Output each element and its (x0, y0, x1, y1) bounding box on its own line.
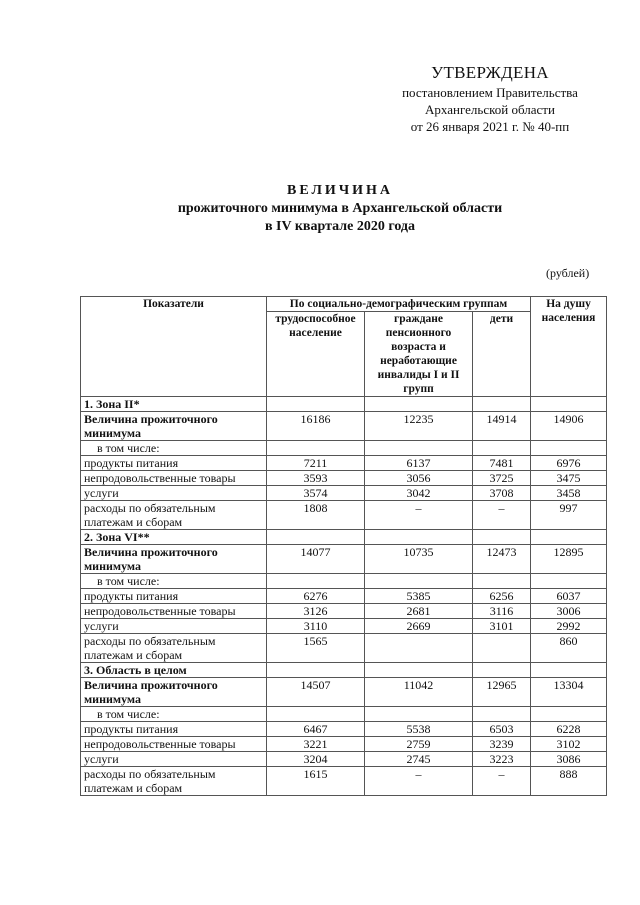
row-value: 1565 (267, 634, 365, 663)
including-label: в том числе: (81, 707, 267, 722)
total-value: 13304 (531, 678, 607, 707)
table-row (81, 604, 607, 619)
row-value: – (365, 767, 473, 796)
approval-line-1: постановлением Правительства (402, 85, 578, 100)
including-label: в том числе: (81, 441, 267, 456)
table-row (81, 501, 607, 530)
row-label: непродовольственные товары (81, 604, 267, 619)
row-value: 3042 (365, 486, 473, 501)
row-value: 3475 (531, 471, 607, 486)
table-row (81, 471, 607, 486)
section-title-row (81, 397, 607, 412)
empty-cell (267, 530, 365, 545)
empty-cell (365, 663, 473, 678)
total-value: 14507 (267, 678, 365, 707)
table-row (81, 486, 607, 501)
row-value: 3116 (473, 604, 531, 619)
title-line-1: ВЕЛИЧИНА (287, 183, 393, 198)
row-value: 3223 (473, 752, 531, 767)
subsistence-minimum-table (80, 296, 607, 796)
empty-cell (531, 397, 607, 412)
empty-cell (531, 574, 607, 589)
empty-cell (473, 574, 531, 589)
row-label: расходы по обязательным платежам и сборам (81, 501, 267, 530)
empty-cell (267, 397, 365, 412)
empty-cell (473, 530, 531, 545)
total-label: Величина прожиточного минимума (81, 678, 267, 707)
document-title (100, 182, 580, 236)
row-value (473, 634, 531, 663)
empty-cell (531, 530, 607, 545)
including-row (81, 707, 607, 722)
table-row (81, 737, 607, 752)
table-row (81, 767, 607, 796)
row-value: 6276 (267, 589, 365, 604)
total-value: 12235 (365, 412, 473, 441)
row-value: 860 (531, 634, 607, 663)
row-value: 6228 (531, 722, 607, 737)
row-value: 2669 (365, 619, 473, 634)
row-value: 6037 (531, 589, 607, 604)
approval-line-2: Архангельской области (425, 102, 555, 117)
total-label: Величина прожиточного минимума (81, 545, 267, 574)
row-value: 5385 (365, 589, 473, 604)
row-value: 3086 (531, 752, 607, 767)
empty-cell (365, 707, 473, 722)
row-label: продукты питания (81, 722, 267, 737)
empty-cell (531, 663, 607, 678)
empty-cell (365, 574, 473, 589)
empty-cell (267, 441, 365, 456)
row-value: 5538 (365, 722, 473, 737)
empty-cell (267, 574, 365, 589)
total-row (81, 678, 607, 707)
empty-cell (473, 441, 531, 456)
table-row (81, 619, 607, 634)
empty-cell (267, 663, 365, 678)
table-row (81, 589, 607, 604)
row-value: 6503 (473, 722, 531, 737)
header-children: дети (473, 312, 531, 397)
row-label: услуги (81, 752, 267, 767)
row-label: продукты питания (81, 456, 267, 471)
row-value: 3006 (531, 604, 607, 619)
section-title: 2. Зона VI** (81, 530, 267, 545)
row-value: – (473, 767, 531, 796)
total-value: 11042 (365, 678, 473, 707)
units-label: (рублей) (546, 266, 590, 280)
approval-stamp (370, 62, 610, 135)
total-row (81, 412, 607, 441)
empty-cell (473, 663, 531, 678)
section-title-row (81, 530, 607, 545)
table-row (81, 722, 607, 737)
approval-line-3: от 26 января 2021 г. № 40-пп (410, 119, 570, 134)
total-value: 16186 (267, 412, 365, 441)
row-label: услуги (81, 486, 267, 501)
total-value: 14906 (531, 412, 607, 441)
table-row (81, 456, 607, 471)
section-title: 3. Область в целом (81, 663, 267, 678)
row-value: 3204 (267, 752, 365, 767)
row-label: услуги (81, 619, 267, 634)
empty-cell (267, 707, 365, 722)
total-value: 12895 (531, 545, 607, 574)
title-line-2: прожиточного минимума в Архангельской области (177, 201, 503, 216)
header-indicators: Показатели (81, 297, 267, 397)
row-value: 888 (531, 767, 607, 796)
empty-cell (365, 441, 473, 456)
row-label: расходы по обязательным платежам и сборам (81, 767, 267, 796)
total-value: 12965 (473, 678, 531, 707)
header-per-capita: На душу населения (531, 297, 607, 397)
table-row (81, 634, 607, 663)
total-row (81, 545, 607, 574)
row-label: непродовольственные товары (81, 471, 267, 486)
including-row (81, 441, 607, 456)
row-value: 7211 (267, 456, 365, 471)
title-line-3: в IV квартале 2020 года (264, 219, 416, 234)
table-row (81, 752, 607, 767)
section-title: 1. Зона II* (81, 397, 267, 412)
row-value: 3725 (473, 471, 531, 486)
row-value: 3458 (531, 486, 607, 501)
row-value: – (473, 501, 531, 530)
empty-cell (531, 441, 607, 456)
section-title-row (81, 663, 607, 678)
row-value: 6976 (531, 456, 607, 471)
total-label: Величина прожиточного минимума (81, 412, 267, 441)
empty-cell (473, 707, 531, 722)
approval-heading: УТВЕРЖДЕНА (431, 63, 549, 82)
row-value: 6137 (365, 456, 473, 471)
header-working: трудоспособное население (267, 312, 365, 397)
row-value: 2681 (365, 604, 473, 619)
row-value: 7481 (473, 456, 531, 471)
row-value: 6467 (267, 722, 365, 737)
row-value: 3126 (267, 604, 365, 619)
row-value: 2759 (365, 737, 473, 752)
row-label: продукты питания (81, 589, 267, 604)
empty-cell (365, 530, 473, 545)
row-label: непродовольственные товары (81, 737, 267, 752)
row-value (365, 634, 473, 663)
row-value: 2992 (531, 619, 607, 634)
row-value: 3221 (267, 737, 365, 752)
row-value: 3574 (267, 486, 365, 501)
row-value: 2745 (365, 752, 473, 767)
total-value: 14914 (473, 412, 531, 441)
header-groups: По социально-демографическим группам (267, 297, 531, 312)
row-value: 1808 (267, 501, 365, 530)
row-value: 3593 (267, 471, 365, 486)
row-value: 3101 (473, 619, 531, 634)
row-value: – (365, 501, 473, 530)
header-pensioners: граждане пенсионного возраста и неработающие инвалиды I и II групп (365, 312, 473, 397)
including-row (81, 574, 607, 589)
empty-cell (531, 707, 607, 722)
row-value: 3102 (531, 737, 607, 752)
empty-cell (473, 397, 531, 412)
row-value: 3239 (473, 737, 531, 752)
total-value: 10735 (365, 545, 473, 574)
row-value: 3056 (365, 471, 473, 486)
row-value: 3708 (473, 486, 531, 501)
row-value: 1615 (267, 767, 365, 796)
row-label: расходы по обязательным платежам и сборам (81, 634, 267, 663)
empty-cell (365, 397, 473, 412)
row-value: 997 (531, 501, 607, 530)
including-label: в том числе: (81, 574, 267, 589)
total-value: 12473 (473, 545, 531, 574)
row-value: 3110 (267, 619, 365, 634)
row-value: 6256 (473, 589, 531, 604)
total-value: 14077 (267, 545, 365, 574)
